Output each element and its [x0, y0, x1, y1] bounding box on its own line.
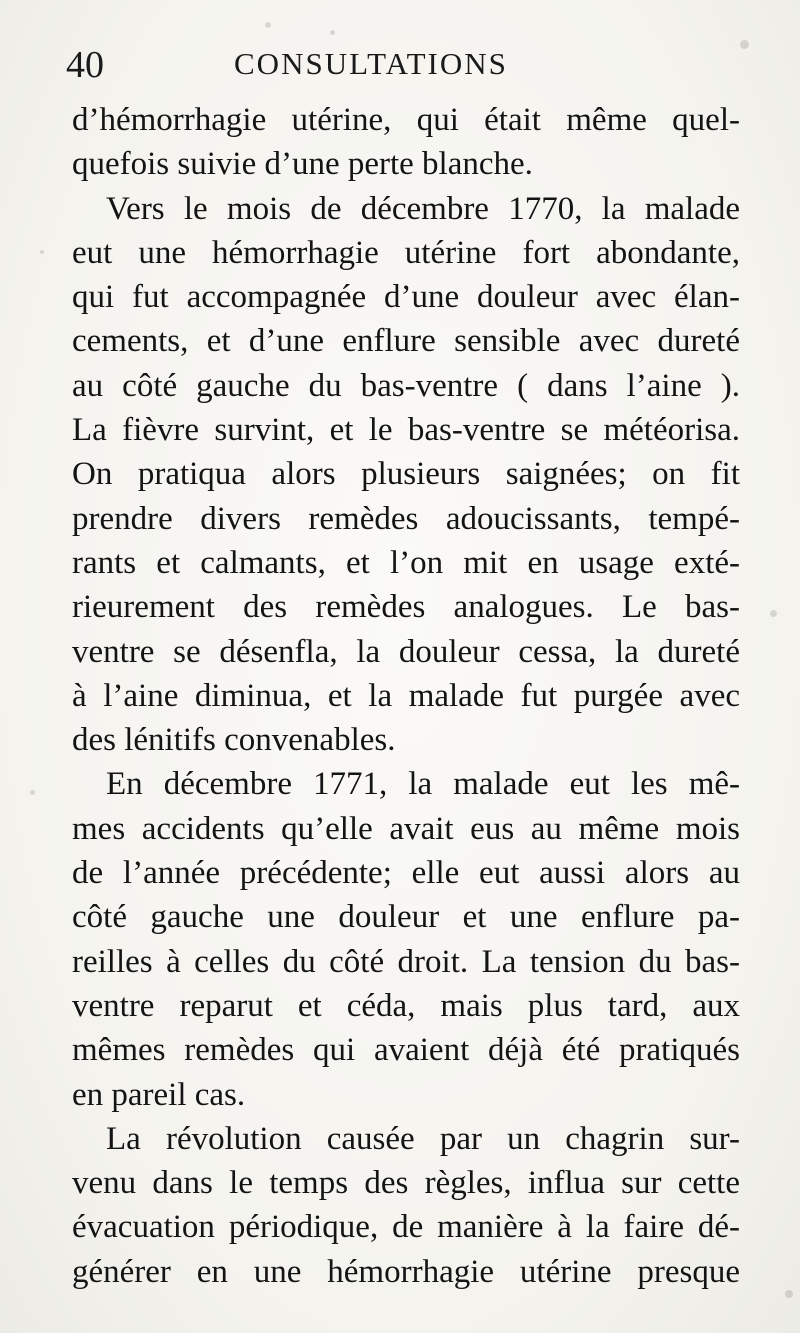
text-line: de l’année précédente; elle eut aussi alors au: [72, 855, 740, 892]
text-line: prendre divers remèdes adoucissants, tempé-: [72, 500, 740, 537]
text-line: On pratiqua alors plusieurs saignées; on fit: [72, 456, 740, 493]
text-line: quefois suivie d’une perte blanche.: [72, 146, 533, 183]
text-line: d’hémorrhagie utérine, qui était même quel-: [72, 102, 740, 138]
paper-speck: [770, 610, 777, 617]
text-line: eut une hémorrhagie utérine fort abondante,: [72, 234, 740, 271]
text-line: des lénitifs convenables.: [72, 722, 396, 759]
text-line: en pareil cas.: [72, 1076, 246, 1113]
text-line: qui fut accompagnée d’une douleur avec élan-: [72, 279, 740, 316]
text-line: rieurement des remèdes analogues. Le bas-: [72, 589, 740, 626]
text-line: ventre reparut et céda, mais plus tard, aux: [72, 987, 740, 1024]
paper-speck: [40, 250, 44, 254]
text-line: La révolution causée par un chagrin sur-: [106, 1120, 740, 1157]
paper-speck: [785, 1290, 793, 1298]
running-head: CONSULTATIONS: [234, 46, 508, 81]
paper-speck: [30, 790, 35, 795]
text-line: à l’aine diminua, et la malade fut purgée avec: [72, 677, 740, 714]
text-line: générer en une hémorrhagie utérine presque: [72, 1253, 740, 1290]
text-line: venu dans le temps des règles, influa sur cette: [72, 1165, 740, 1202]
text-line: rants et calmants, et l’on mit en usage exté-: [72, 544, 740, 581]
text-line: mêmes remèdes qui avaient déjà été pratiqués: [72, 1032, 740, 1069]
text-line: cements, et d’une enflure sensible avec dureté: [72, 323, 740, 360]
page-number: 40: [66, 44, 104, 86]
text-line: Vers le mois de décembre 1770, la malade: [106, 190, 740, 227]
paper-speck: [265, 22, 271, 28]
text-line: au côté gauche du bas-ventre ( dans l’aine ).: [72, 367, 740, 404]
text-line: mes accidents qu’elle avait eus au même mois: [72, 810, 740, 847]
text-line: ventre se désenfla, la douleur cessa, la dureté: [72, 633, 740, 670]
body-text: [72, 98, 740, 1294]
paper-speck: [330, 30, 335, 35]
text-line: La fièvre survint, et le bas-ventre se météorisa.: [72, 412, 740, 449]
page-header: [62, 40, 752, 100]
text-line: côté gauche une douleur et une enflure pa-: [72, 899, 740, 936]
text-line: En décembre 1771, la malade eut les mê-: [106, 766, 740, 803]
text-line: reilles à celles du côté droit. La tension du bas-: [72, 943, 740, 980]
text-line: évacuation périodique, de manière à la faire dé-: [72, 1209, 740, 1246]
